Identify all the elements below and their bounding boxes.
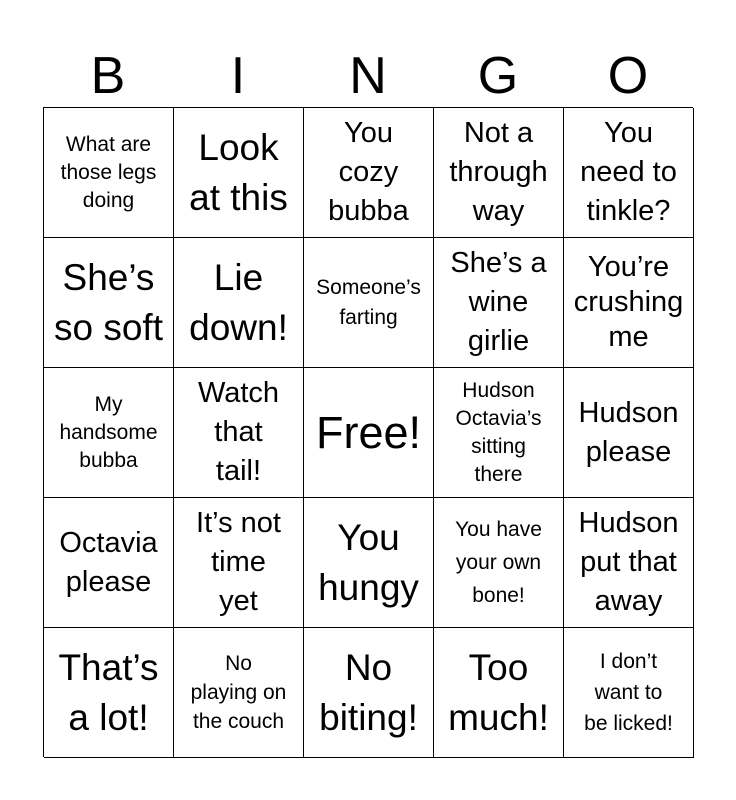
cell-text: Octavia please [59,526,158,598]
cell-text: You cozy bubba [328,117,409,227]
bingo-cell[interactable] [174,498,304,628]
bingo-cell[interactable] [434,628,564,758]
cell-text: Someone’s farting [316,275,421,329]
cell-text: What are those legs doing [60,132,157,212]
cell-text: Hudson please [578,396,679,468]
bingo-cell[interactable] [174,368,304,498]
bingo-cell[interactable] [44,628,174,758]
header-letter-n: N [349,47,387,105]
cell-text: I don’t want to be licked! [584,650,673,735]
cell-text: Look at this [189,126,288,218]
cell-text: Lie down! [189,256,288,348]
bingo-cell[interactable] [304,368,434,498]
bingo-cell[interactable] [434,368,564,498]
cell-text: You need to tinkle? [580,117,677,227]
cell-text: She’s a wine girlie [450,247,547,357]
cell-text: You’re crushing me [573,251,684,353]
header-letter-g: G [477,47,519,105]
bingo-header [43,46,693,106]
cell-text: Not a through way [449,117,548,227]
cell-text: No biting! [319,646,418,738]
cell-text: No playing on the couch [190,652,287,733]
bingo-cell[interactable] [44,108,174,238]
header-letter-o: O [607,47,649,105]
bingo-cell[interactable] [304,628,434,758]
bingo-cell[interactable] [304,108,434,238]
bingo-cell[interactable] [44,498,174,628]
cell-text: Watch that tail! [197,377,280,487]
bingo-cell[interactable] [434,238,564,368]
cell-text: Hudson put that away [578,507,679,617]
bingo-cell[interactable] [434,108,564,238]
cell-text: That’s a lot! [58,646,159,738]
bingo-cell[interactable] [304,498,434,628]
cell-text: She’s so soft [54,256,163,348]
bingo-cell[interactable] [174,628,304,758]
header-letter-b: B [90,47,126,105]
bingo-cell[interactable] [174,238,304,368]
bingo-cell[interactable] [174,108,304,238]
cell-text: Hudson Octavia’s sitting there [455,378,542,486]
header-letter-i: I [230,47,246,105]
cell-text: My handsome bubba [59,392,158,472]
bingo-grid [43,107,693,757]
cell-text: Too much! [448,646,549,738]
bingo-cell[interactable] [44,368,174,498]
bingo-cell[interactable] [304,238,434,368]
cell-text: Free! [315,406,422,458]
bingo-cell[interactable] [564,108,694,238]
cell-text: You have your own bone! [455,518,542,607]
bingo-cell[interactable] [564,368,694,498]
bingo-cell[interactable] [564,238,694,368]
bingo-cell[interactable] [564,628,694,758]
bingo-cell[interactable] [564,498,694,628]
bingo-cell[interactable] [434,498,564,628]
cell-text: It’s not time yet [196,507,281,617]
cell-text: You hungy [318,516,419,608]
bingo-cell[interactable] [44,238,174,368]
